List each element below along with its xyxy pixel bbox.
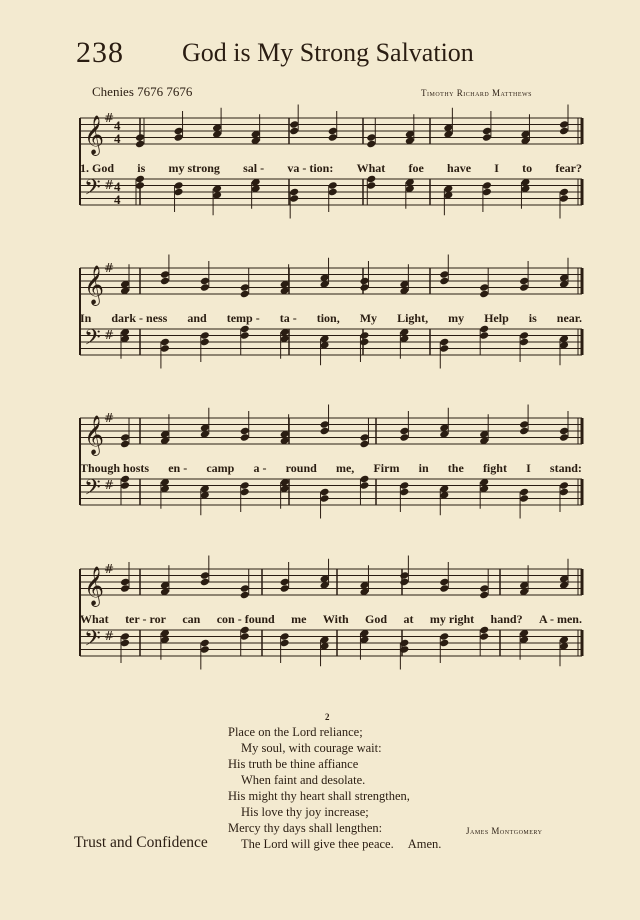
sharp-sign: #: [104, 411, 115, 425]
composer: Timothy Richard Matthews: [421, 88, 532, 98]
lyric-syllable: sal -: [243, 161, 265, 175]
sharp-sign: #: [104, 111, 115, 125]
topic-footer: Trust and Confidence: [74, 834, 208, 851]
stanza-2: [228, 724, 441, 852]
sharp-sign: #: [104, 562, 115, 576]
lyric-syllable: con - found: [216, 612, 275, 626]
treble-clef: 𝄞: [84, 415, 105, 455]
lyric-syllable: stand:: [549, 461, 582, 475]
lyric-syllable: and: [187, 311, 207, 325]
lyric-syllable: Though hosts: [80, 461, 150, 475]
sharp-sign: #: [104, 629, 115, 643]
stanza-line: My soul, with courage wait:: [241, 741, 382, 755]
stanza-line-last: [228, 836, 441, 852]
lyric-syllable: me,: [335, 461, 355, 475]
stanza-line: His love thy joy increase;: [241, 805, 369, 819]
lyric-syllable: With: [322, 612, 349, 626]
lyric-syllable: Light,: [397, 311, 429, 325]
lyric-syllable: 1. God: [80, 161, 115, 175]
lyric-syllable: Firm: [373, 461, 400, 475]
lyric-syllable: ta -: [279, 311, 297, 325]
lyric-line-1: [80, 161, 582, 176]
lyric-syllable: fight: [482, 461, 507, 475]
lyric-syllable: What: [80, 612, 109, 626]
time-signature: 4: [114, 192, 121, 207]
lyric-syllable: camp: [206, 461, 235, 475]
amen-text: Amen.: [407, 837, 442, 851]
lyric-syllable: I: [494, 161, 499, 175]
sharp-sign: #: [104, 328, 115, 342]
lyric-syllable: foe: [408, 161, 424, 175]
treble-clef: 𝄞: [84, 115, 105, 155]
lyric-syllable: ter - ror: [125, 612, 166, 626]
lyric-syllable: dark - ness: [111, 311, 168, 325]
time-signature: 4: [114, 179, 121, 194]
lyric-line-2: [80, 311, 582, 326]
stanza-line: The Lord will give thee peace.: [241, 837, 394, 851]
hymn-number: 238: [76, 36, 124, 69]
sharp-sign: #: [104, 478, 115, 492]
lyric-syllable: va - tion:: [287, 161, 334, 175]
stanza-line: His might thy heart shall strengthen,: [228, 789, 410, 803]
lyric-syllable: My: [359, 311, 378, 325]
lyric-syllable: me: [291, 612, 307, 626]
treble-clef: 𝄞: [84, 265, 105, 305]
author: James Montgomery: [466, 826, 543, 836]
lyric-syllable: I: [526, 461, 531, 475]
bass-clef: 𝄢: [84, 175, 101, 206]
lyric-syllable: In: [80, 311, 92, 325]
lyric-syllable: What: [356, 161, 386, 175]
lyric-syllable: have: [447, 161, 472, 175]
lyric-syllable: A - men.: [538, 612, 582, 626]
stanza-line: When faint and desolate.: [241, 773, 366, 787]
stanza-number: 2: [325, 712, 330, 722]
sharp-sign: #: [104, 178, 115, 192]
lyric-syllable: to: [522, 161, 533, 175]
lyric-syllable: Help: [484, 311, 509, 325]
sharp-sign: #: [104, 261, 115, 275]
stanza-line: Place on the Lord reliance;: [228, 725, 363, 739]
time-signature: 4: [114, 131, 121, 146]
lyric-syllable: near.: [556, 311, 582, 325]
lyric-syllable: a -: [253, 461, 267, 475]
lyric-syllable: my right: [429, 612, 475, 626]
stanza-line: Mercy thy days shall lengthen:: [228, 821, 383, 835]
lyric-syllable: the: [447, 461, 464, 475]
bass-clef: 𝄢: [84, 325, 101, 356]
hymn-title: God is My Strong Salvation: [182, 38, 474, 67]
lyric-syllable: is: [137, 161, 146, 175]
bass-clef: 𝄢: [84, 475, 101, 506]
lyric-syllable: in: [418, 461, 429, 475]
lyric-line-3: [80, 461, 582, 476]
lyric-syllable: is: [528, 311, 537, 325]
lyric-syllable: can: [182, 612, 201, 626]
lyric-syllable: my: [448, 311, 465, 325]
lyric-syllable: God: [365, 612, 388, 626]
lyric-syllable: at: [403, 612, 414, 626]
lyric-syllable: tion,: [316, 311, 340, 325]
lyric-syllable: hand?: [490, 612, 523, 626]
lyric-line-4: [80, 612, 582, 627]
lyric-syllable: en -: [168, 461, 188, 475]
time-signature: 4: [114, 118, 121, 133]
lyric-syllable: round: [285, 461, 317, 475]
treble-clef: 𝄞: [84, 566, 105, 606]
stanza-line: His truth be thine affiance: [228, 757, 359, 771]
lyric-syllable: fear?: [555, 161, 582, 175]
bass-clef: 𝄢: [84, 626, 101, 657]
tune-name: Chenies 7676 7676: [92, 84, 193, 99]
lyric-syllable: my strong: [168, 161, 220, 175]
lyric-syllable: temp -: [226, 311, 260, 325]
